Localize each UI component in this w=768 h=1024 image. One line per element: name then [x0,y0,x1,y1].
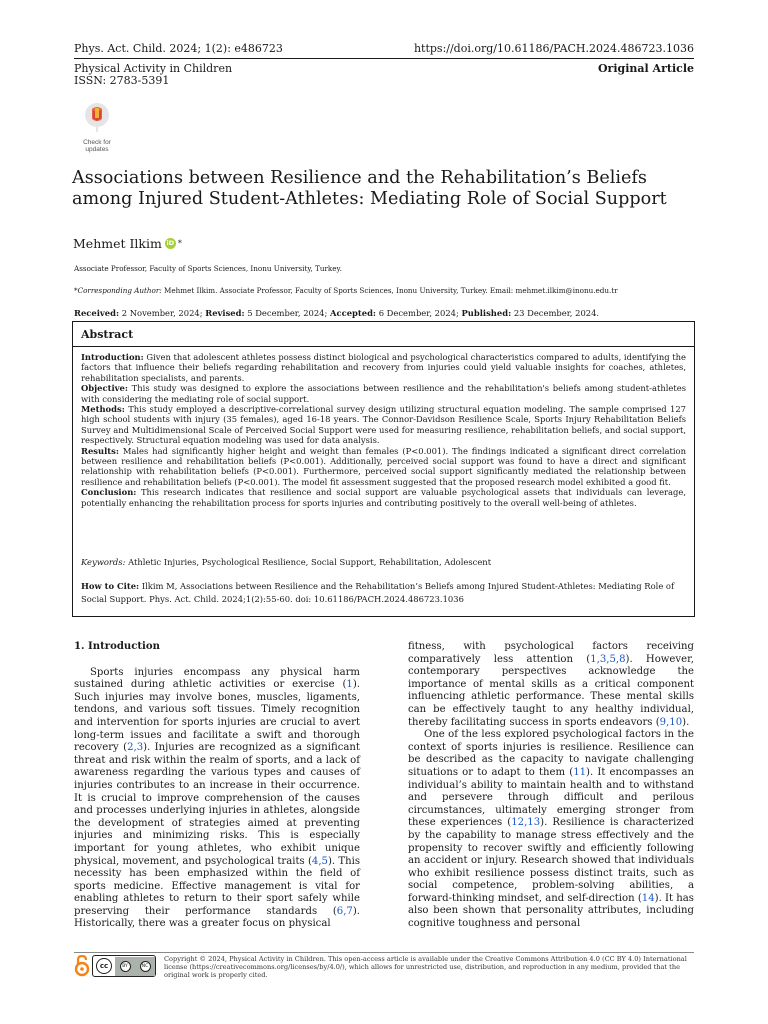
conclusion-label: Conclusion: [81,487,137,498]
citation-link[interactable]: 1,3,5,8 [590,653,626,665]
text-run: ). [682,716,690,728]
paragraph [408,729,694,931]
section-heading-introduction: 1. Introduction [74,641,160,652]
body-column-left [74,641,360,931]
footer-divider [74,952,694,953]
citation-link[interactable]: 9,10 [659,716,683,728]
corresponding-author [74,286,618,295]
abstract-divider [73,346,694,347]
check-for-updates-line2: updates [85,146,109,153]
text-run: ). It has also been shown that personality attributes, including cognitive toughness and personal [408,892,694,930]
abstract-introduction [81,352,686,383]
author-line [73,236,182,251]
journal-citation: Phys. Act. Child. 2024; 1(2): e486723 [74,42,283,55]
doi-link[interactable]: https://doi.org/10.61186/PACH.2024.486723.1036 [413,42,694,55]
license-icons [74,955,156,977]
text-run: fitness, with psychological factors receiving comparatively less attention ( [408,641,694,665]
text-run: ). This necessity has been emphasized within the field of sports medicine. Effective management is vital for enabling athletes to return to their sport safely while preserving their performance standards ( [74,855,361,917]
article-title: Associations between Resilience and the Rehabilitation’s Beliefs among Injured Student-Athletes: Mediating Role of Social Support [72,168,667,209]
paragraph [74,667,360,931]
abstract-objective [81,383,686,404]
text-run: One of the less explored psychological factors in the context of sports injuries is resilience. Resilience can be described as the capacity to navigate challenging situations or to adapt to them ( [408,729,694,778]
text-run: ). Such injuries may involve bones, muscles, ligaments, tendons, and various soft tissues. Timely recognition and intervention for sports injuries are crucial to avert long-term issues and facilitate a swift and thorough recovery ( [74,679,360,754]
abstract-results [81,446,686,488]
open-access-icon[interactable] [74,955,90,977]
copyright-notice: Copyright © 2024, Physical Activity in Children. This open-access article is available under the Creative Commons Attribution 4.0 (CC BY 4.0) International license (https://creativecommons.org/licenses/by/4.0/), which allows for unrestricted use, distribution, and reproduction in any medium, provided that the original work is properly cited. [164,955,687,980]
corresponding-label: *Corresponding Author: [74,286,162,295]
keywords-text: Athletic Injuries, Psychological Resilience, Social Support, Rehabilitation, Adolescent [125,557,492,567]
revised-date: 5 December, 2024; [244,308,330,318]
article-dates [74,308,599,318]
abstract-methods [81,404,686,446]
text-run: ). Historically, there was a greater focus on physical [74,905,360,930]
corresponding-text: Mehmet Ilkim. Associate Professor, Faculty of Sports Sciences, Inonu University, Turkey. Email: mehmet.ilkim@inonu.edu.tr [161,286,618,295]
accepted-label: Accepted: [330,308,377,318]
author-name: Mehmet Ilkim [73,236,162,251]
intro-text: Given that adolescent athletes possess distinct biological and psychological characteristics compared to adults, identifying the factors that influence their beliefs regarding rehabilitation and recovery from injuries could yield valuable insights for coaches, athletes, rehabilitation specialists, and parents. [81,352,686,383]
revised-label: Revised: [205,308,245,318]
methods-text: This study employed a descriptive-correlational survey design utilizing structural equation modeling. The sample comprised 127 high school students with injury (35 females), aged 16-18 years. The Connor-Davidson Resilience Scale, Sports Injury Rehabilitation Beliefs Survey and Multidimensional Scale of Perceived Social Support were used for measuring resilience, rehabilitation beliefs, and social support, respectively. Structural equation modeling was used for data analysis. [81,404,686,446]
keywords [81,557,491,567]
intro-label: Introduction: [81,352,144,362]
accepted-date: 6 December, 2024; [376,308,462,318]
nc-icon: NC [140,961,151,972]
text-run: Sports injuries encompass any physical harm sustained during athletic activities or exercise ( [74,666,360,691]
affiliation: Associate Professor, Faculty of Sports Sciences, Inonu University, Turkey. [74,264,342,273]
abstract-heading: Abstract [81,328,134,341]
citation-link[interactable]: 4,5 [311,855,328,867]
check-for-updates-icon [84,102,110,134]
cite-label: How to Cite: [81,581,140,591]
citation-link[interactable]: 6,7 [336,905,353,917]
check-for-updates-badge[interactable] [74,102,120,153]
methods-label: Methods: [81,404,125,415]
check-for-updates-line1: Check for [83,139,111,146]
published-date: 23 December, 2024. [511,308,600,318]
abstract-body [81,352,686,508]
creative-commons-badge[interactable] [92,955,156,977]
journal-name: Physical Activity in Children [74,62,233,75]
by-icon: BY [120,961,131,972]
abstract-conclusion [81,487,686,508]
citation-link[interactable]: 11 [573,766,587,778]
orcid-icon[interactable]: iD [166,239,175,247]
objective-label: Objective: [81,383,128,394]
keywords-label: Keywords: [81,557,126,567]
how-to-cite [81,580,686,606]
header-divider [74,58,694,59]
corresponding-mark: * [177,239,182,248]
received-date: 2 November, 2024; [119,308,206,318]
text-run: ). Injuries are recognized as a significant threat and risk within the realm of sports, and a lack of awareness regarding the various types and causes of injuries contributes to an increase in their occurrence. It is crucial to improve comprehension of the causes and processes underlying injuries in athletes, alongside the development of strategies aimed at preventing injuries and minimizing risks. This is especially important for young athletes, who exhibit unique physical, movement, and psychological traits ( [74,742,360,867]
citation-link[interactable]: 14 [641,892,655,904]
citation-link[interactable]: 1 [346,679,353,691]
abstract-box [72,321,695,617]
body-column-right [408,641,694,931]
article-type: Original Article [597,62,694,75]
results-text: Males had significantly higher height and weight than females (P<0.001). The findings indicated a significant direct correlation between resilience and rehabilitation beliefs (P<0.001). Additionally, perceived social support was found to have a direct and significant relationship with rehabilitation beliefs (P<0.001). Furthermore, perceived social support significantly mediated the relationship between resilience and rehabilitation beliefs (P<0.001). The model fit assessment suggested that the proposed research model exhibited a good fit. [81,445,686,487]
citation-link[interactable]: 2,3 [127,742,144,754]
cc-icon: cc [96,958,112,974]
conclusion-text: This research indicates that resilience and social support are valuable psychological assets that individuals can leverage, potentially enhancing the rehabilitation process for sports injuries and contributing positively to the overall well-being of athletes. [81,487,686,508]
objective-text: This study was designed to explore the associations between resilience and the rehabilitation's beliefs among student-athletes with considering the mediating role of social support. [81,383,686,404]
issn: ISSN: 2783-5391 [74,74,170,87]
citation-link[interactable]: 12,13 [511,817,541,829]
text-run: ). However, contemporary perspectives acknowledge the importance of mental skills as a critical component influencing athletic performance. These mental skills can be effectively taught to any healthy individual, thereby facilitating success in sports endeavors ( [408,653,695,728]
text-run: ). It encompasses an individual’s ability to maintain health and to withstand and persevere through difficult and perilous circumstances, ultimately emerging stronger from these experiences ( [408,766,694,829]
received-label: Received: [74,308,120,318]
paragraph [408,641,694,729]
results-label: Results: [81,445,119,456]
published-label: Published: [461,308,512,318]
cite-text: Ilkim M, Associations between Resilience and the Rehabilitation’s Beliefs among Injured Student-Athletes: Mediating Role of Social Support. Phys. Act. Child. 2024;1(2):55-60. doi: 10.61186/PACH.2024.486723.1036 [81,581,675,604]
text-run: ). Resilience is characterized by the capability to manage stress effectively and the propensity to recover swiftly and efficiently following an accident or injury. Research showed that individuals who exhibit resilience possess distinct traits, such as social competence, problem-solving abilities, a forward-thinking mindset, and self-direction ( [408,817,694,904]
